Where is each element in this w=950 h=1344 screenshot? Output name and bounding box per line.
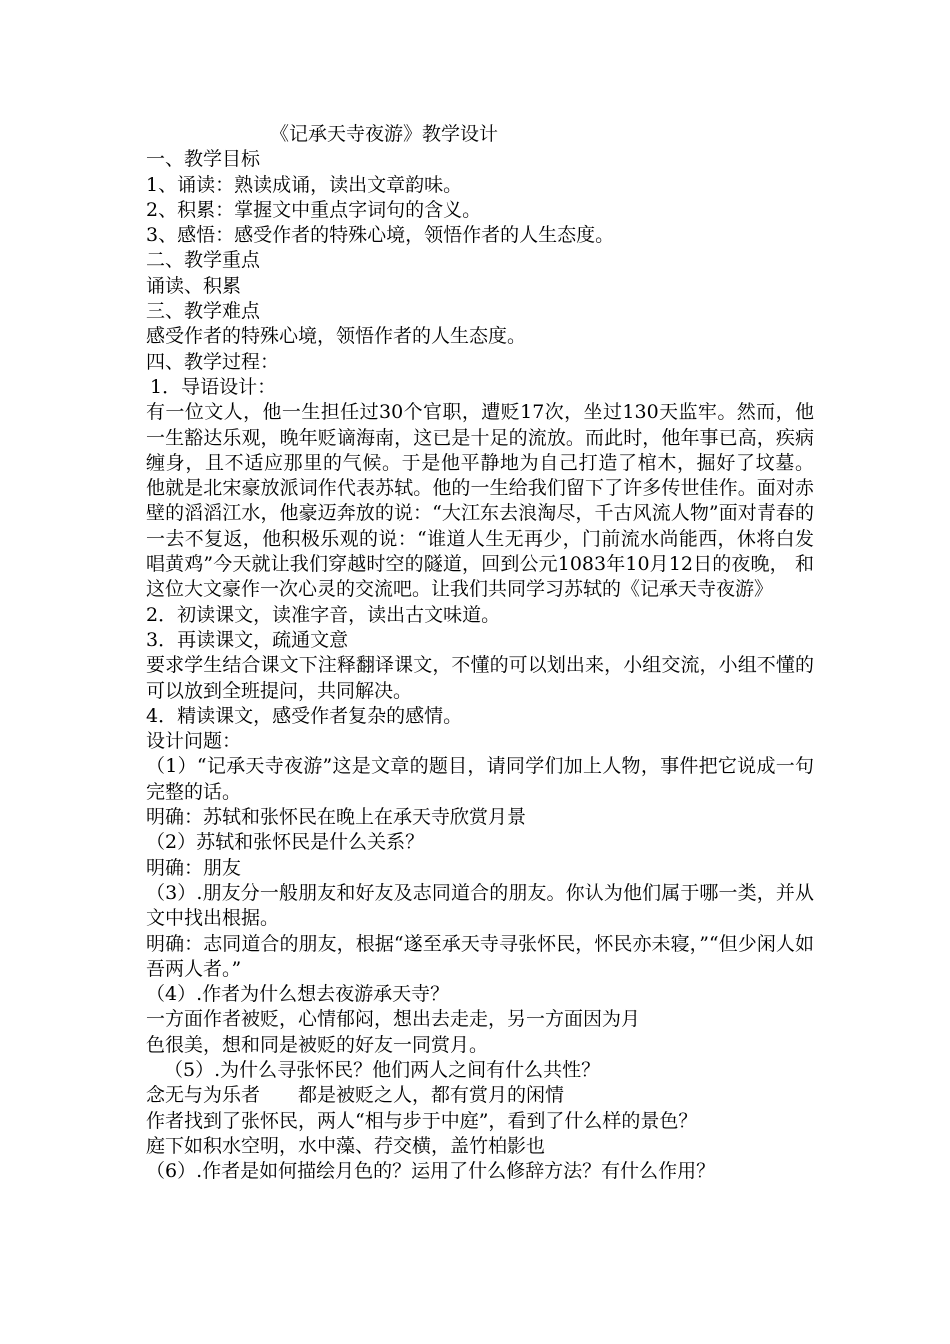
section-heading-process: 四、教学过程：: [146, 350, 280, 373]
section-heading-difficulties: 三、教学难点: [146, 300, 261, 323]
step-item: 4．精读课文，感受作者复杂的感情。: [146, 704, 463, 727]
question-item: （4）.作者为什么想去夜游承天寺？: [146, 983, 450, 1006]
step-item: 3．再读课文，疏通文意: [146, 628, 349, 651]
goal-item: 3、感悟：感受作者的特殊心境，领悟作者的人生态度。: [146, 224, 615, 247]
intro-paragraph: 有一位文人，他一生担任过30个官职，遭贬17次，坐过130天监牢。然而，他一生豁达乐观，晚年贬谪海南，这已是十足的流放。而此时，他年事已高，疾病缠身，且不适应那里的气候。于是他平静地为自己打造了棺木，掘好了坟墓。 他就是北宋豪放派词作代表苏轼。他的一生给我们留下了许多传世佳作。面对赤壁的滔滔江水，他豪迈奔放的说：“大江东去浪淘尽，千古风流人物”面对青春的一去不复返，他积极乐观的说：“谁道人生无再少，门前流水尚能西，休将白发唱黄鸡”今天就让我们穿越时空的隧道，回到公元1083年10月12日的夜晚， 和这位大文豪作一次心灵的交流吧。让我们共同学习苏轼的《记承天寺夜游》: [146, 401, 814, 601]
document-title: 《记承天寺夜游》教学设计: [270, 123, 499, 145]
document-body: [146, 122, 814, 1184]
question-item: 作者找到了张怀民，两人“相与步于中庭”，看到了什么样的景色？: [146, 1109, 698, 1132]
goal-item: 2、积累：掌握文中重点字词句的含义。: [146, 198, 482, 221]
section-heading-key-points: 二、教学重点: [146, 249, 261, 272]
answer-item: 庭下如积水空明，水中藻、荇交横，盖竹柏影也: [146, 1134, 546, 1157]
section-heading-goals: 一、教学目标: [146, 148, 261, 171]
answer-item: 明确：朋友: [146, 856, 242, 879]
step-heading: 1．导语设计：: [150, 375, 277, 398]
step-detail-paragraph: 要求学生结合课文下注释翻译课文，不懂的可以划出来，小组交流，小组不懂的可以放到全班提问，共同解决。: [146, 654, 814, 702]
answer-item: 明确：志同道合的朋友，根据“遂至承天寺寻张怀民，怀民亦未寝，”“但少闲人如吾两人者。”: [146, 932, 814, 980]
key-point-text: 诵读、积累: [146, 274, 242, 297]
question-item: （5）.为什么寻张怀民？他们两人之间有什么共性？: [164, 1058, 601, 1081]
questions-heading: 设计问题：: [146, 730, 242, 753]
difficult-point-text: 感受作者的特殊心境，领悟作者的人生态度。: [146, 325, 527, 348]
answer-item: 念无与为乐者 都是被贬之人，都有赏月的闲情: [146, 1084, 565, 1107]
step-item: 2．初读课文，读准字音，读出古文味道。: [146, 603, 501, 626]
question-item: （6）.作者是如何描绘月色的？运用了什么修辞方法？有什么作用？: [146, 1160, 716, 1183]
answer-item: 一方面作者被贬，心情郁闷，想出去走走，另一方面因为月: [146, 1008, 641, 1031]
answer-item: 明确：苏轼和张怀民在晚上在承天寺欣赏月景: [146, 806, 527, 829]
question-item: （1）“记承天寺夜游”这是文章的题目，请同学们加上人物，事件把它说成一句完整的话。: [146, 755, 814, 803]
goal-item: 1、诵读：熟读成诵，读出文章韵味。: [146, 173, 463, 196]
question-item: （3）.朋友分一般朋友和好友及志同道合的朋友。你认为他们属于哪一类，并从文中找出根据。: [146, 881, 814, 930]
question-item: （2）苏轼和张怀民是什么关系？: [146, 831, 425, 854]
answer-item: 色很美，想和同是被贬的好友一同赏月。: [146, 1033, 489, 1056]
